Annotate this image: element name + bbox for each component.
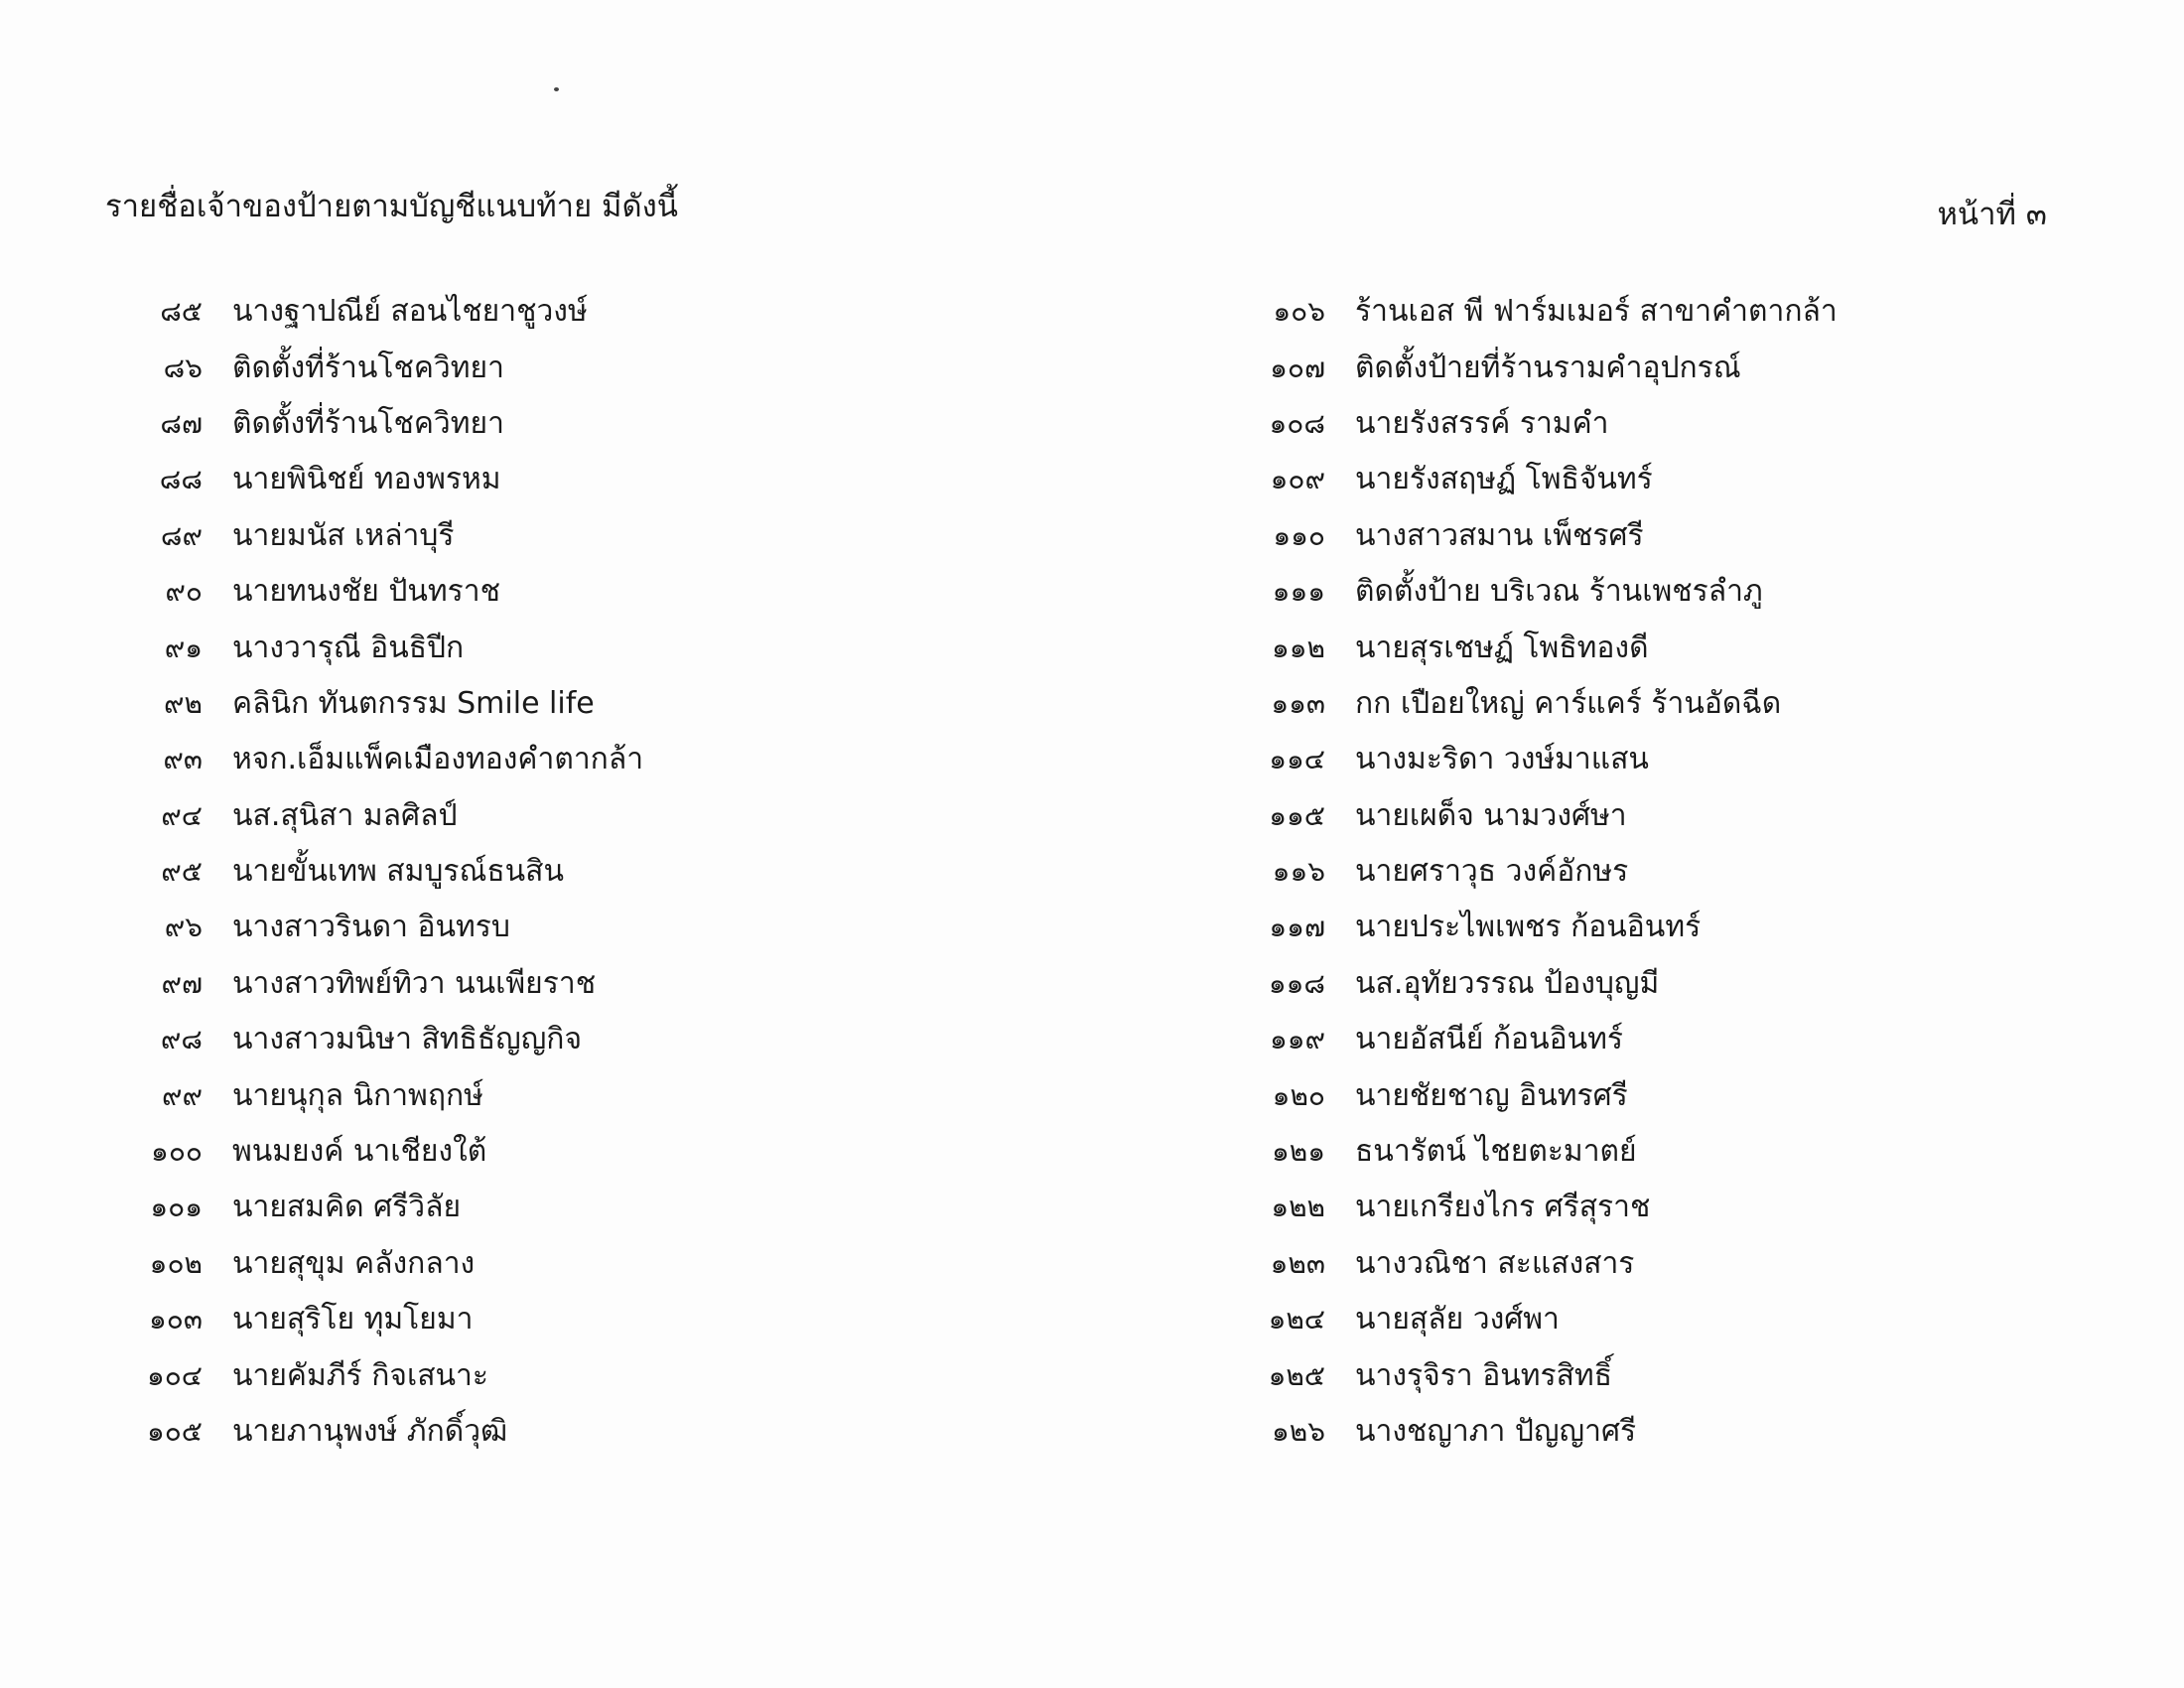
list-item bbox=[1221, 1404, 1838, 1460]
owner-list-right bbox=[1221, 284, 1838, 1460]
list-item bbox=[1221, 844, 1838, 900]
list-item bbox=[1221, 1180, 1838, 1235]
page-heading: รายชื่อเจ้าของป้ายตามบัญชีแนบท้าย มีดังนี้ bbox=[105, 189, 678, 224]
owner-name: นางฐาปณีย์ สอนไชยาชูวงษ์ bbox=[232, 294, 588, 330]
list-item bbox=[1221, 340, 1838, 395]
list-item bbox=[99, 788, 643, 844]
list-item bbox=[1221, 732, 1838, 787]
entry-number: ๙๐ bbox=[165, 575, 203, 609]
owner-name: ติดตั้งป้าย บริเวณ ร้านเพชรลำภู bbox=[1355, 574, 1763, 610]
entry-number: ๙๒ bbox=[164, 686, 203, 720]
entry-number: ๘๙ bbox=[160, 518, 203, 552]
entry-number: ๘๗ bbox=[160, 406, 203, 440]
entry-number: ๙๔ bbox=[161, 798, 203, 832]
owner-name: นายศราวุธ วงค์อักษร bbox=[1355, 854, 1629, 890]
list-item bbox=[1221, 788, 1838, 844]
entry-number: ๑๐๗ bbox=[1270, 351, 1325, 384]
list-item bbox=[99, 1292, 643, 1347]
owner-name: นายสุริโย ทุมโยมา bbox=[232, 1302, 474, 1337]
owner-name: นายเกรียงไกร ศรีสุราช bbox=[1355, 1190, 1651, 1225]
entry-number: ๑๐๙ bbox=[1270, 463, 1325, 496]
entry-number: ๙๑ bbox=[164, 631, 203, 664]
list-item bbox=[1221, 676, 1838, 732]
list-item bbox=[1221, 1292, 1838, 1347]
entry-number: ๑๒๐ bbox=[1272, 1078, 1325, 1112]
page-number: หน้าที่ ๓ bbox=[1937, 197, 2047, 232]
owner-name: นส.อุทัยวรรณ ป้องบุญมี bbox=[1355, 965, 1660, 1001]
entry-number: ๙๓ bbox=[163, 743, 203, 776]
list-item bbox=[99, 1347, 643, 1403]
owner-name: นายสุลัย วงศ์พา bbox=[1355, 1302, 1560, 1337]
entry-number: ๘๖ bbox=[163, 351, 203, 384]
owner-name: หจก.เอ็มแพ็คเมืองทองคำตากล้า bbox=[232, 742, 644, 777]
entry-number: ๑๒๑ bbox=[1271, 1135, 1325, 1169]
owner-name: นายประไพเพชร ก้อนอินทร์ bbox=[1355, 910, 1702, 945]
list-item bbox=[99, 396, 643, 452]
list-item bbox=[1221, 284, 1838, 340]
list-item bbox=[1221, 1347, 1838, 1403]
entry-number: ๘๘ bbox=[159, 463, 203, 496]
owner-name: นางสาวมนิษา สิทธิธัญญกิจ bbox=[232, 1022, 583, 1057]
entry-number: ๑๑๓ bbox=[1271, 686, 1325, 720]
entry-number: ๑๑๕ bbox=[1269, 798, 1325, 832]
entry-number: ๑๒๒ bbox=[1271, 1191, 1325, 1224]
list-item bbox=[99, 508, 643, 564]
owner-name: ร้านเอส พี ฟาร์มเมอร์ สาขาคำตากล้า bbox=[1355, 294, 1838, 330]
owner-name: นายทนงชัย ปันทราช bbox=[232, 574, 500, 610]
entry-number: ๑๐๕ bbox=[146, 1415, 203, 1448]
list-item bbox=[99, 1404, 643, 1460]
list-item bbox=[1221, 900, 1838, 955]
entry-number: ๘๕ bbox=[160, 295, 203, 329]
entry-number: ๑๒๓ bbox=[1270, 1246, 1325, 1280]
list-item bbox=[99, 956, 643, 1012]
owner-name: นส.สุนิสา มลศิลป์ bbox=[232, 797, 458, 833]
owner-name: นายสุรเชษฏ์ โพธิทองดี bbox=[1355, 630, 1649, 665]
owner-name: นายนุกุล นิกาพฤกษ์ bbox=[232, 1077, 483, 1113]
entry-number: ๑๐๔ bbox=[146, 1358, 203, 1392]
owner-name: นางชญาภา ปัญญาศรี bbox=[1355, 1414, 1637, 1449]
entry-number: ๙๖ bbox=[164, 911, 203, 944]
scan-speck bbox=[554, 87, 559, 91]
owner-name: นายชัยชาญ อินทรศรี bbox=[1355, 1077, 1628, 1113]
list-item bbox=[99, 1124, 643, 1180]
owner-name: กก เปือยใหญ่ คาร์แคร์ ร้านอัดฉีด bbox=[1355, 685, 1782, 721]
owner-name: พนมยงค์ นาเชียงใต้ bbox=[232, 1134, 487, 1170]
entry-number: ๑๑๗ bbox=[1269, 911, 1325, 944]
entry-number: ๑๒๔ bbox=[1268, 1303, 1325, 1336]
owner-name: นายคัมภีร์ กิจเสนาะ bbox=[232, 1357, 488, 1393]
owner-name: นายขั้นเทพ สมบูรณ์ธนสิน bbox=[232, 854, 564, 890]
entry-number: ๑๑๐ bbox=[1273, 518, 1325, 552]
list-item bbox=[1221, 452, 1838, 507]
owner-name: นางวณิชา สะแสงสาร bbox=[1355, 1245, 1635, 1281]
entry-number: ๙๘ bbox=[160, 1023, 203, 1056]
entry-number: ๑๑๑ bbox=[1272, 575, 1325, 609]
owner-name: นายมนัส เหล่าบุรี bbox=[232, 517, 455, 553]
owner-name: ติดตั้งที่ร้านโชควิทยา bbox=[232, 405, 504, 441]
owner-name: นายอัสนีย์ ก้อนอินทร์ bbox=[1355, 1022, 1623, 1057]
list-item bbox=[99, 1236, 643, 1292]
list-item bbox=[99, 676, 643, 732]
owner-name: นายพินิชย์ ทองพรหม bbox=[232, 462, 501, 497]
owner-name: นายรังสฤษฏ์ โพธิจันทร์ bbox=[1355, 462, 1653, 497]
owner-name: นางสาวสมาน เพ็ชรศรี bbox=[1355, 517, 1644, 553]
list-item bbox=[1221, 620, 1838, 675]
entry-number: ๙๗ bbox=[161, 966, 203, 1000]
entry-number: ๑๑๔ bbox=[1269, 743, 1325, 776]
entry-number: ๑๐๑ bbox=[150, 1191, 203, 1224]
entry-number: ๑๒๕ bbox=[1268, 1358, 1325, 1392]
owner-name: ธนารัตน์ ไชยตะมาตย์ bbox=[1355, 1134, 1637, 1170]
owner-name: ติดตั้งที่ร้านโชควิทยา bbox=[232, 350, 504, 385]
list-item bbox=[1221, 564, 1838, 620]
list-item bbox=[1221, 956, 1838, 1012]
list-item bbox=[1221, 1067, 1838, 1123]
owner-name: นายรังสรรค์ รามคำ bbox=[1355, 405, 1609, 441]
owner-name: นายสมคิด ศรีวิลัย bbox=[232, 1190, 462, 1225]
owner-name: นายสุขุม คลังกลาง bbox=[232, 1245, 476, 1281]
list-item bbox=[99, 564, 643, 620]
list-item bbox=[99, 620, 643, 675]
entry-number: ๙๙ bbox=[161, 1078, 203, 1112]
list-item bbox=[1221, 1012, 1838, 1067]
entry-number: ๑๑๙ bbox=[1269, 1023, 1325, 1056]
entry-number: ๑๐๘ bbox=[1269, 406, 1325, 440]
list-item bbox=[99, 900, 643, 955]
entry-number: ๑๒๖ bbox=[1271, 1415, 1325, 1448]
owner-name: นายเผด็จ นามวงศ์ษา bbox=[1355, 797, 1627, 833]
list-item bbox=[99, 1012, 643, 1067]
owner-name: นางรุจิรา อินทรสิทธิ์ bbox=[1355, 1357, 1612, 1393]
entry-number: ๑๐๒ bbox=[149, 1246, 203, 1280]
list-item bbox=[99, 732, 643, 787]
owner-name: คลินิก ทันตกรรม Smile life bbox=[232, 685, 595, 721]
list-item bbox=[99, 340, 643, 395]
entry-number: ๑๐๐ bbox=[151, 1135, 203, 1169]
list-item bbox=[99, 844, 643, 900]
list-item bbox=[99, 1067, 643, 1123]
list-item bbox=[1221, 396, 1838, 452]
entry-number: ๙๕ bbox=[161, 855, 203, 889]
owner-name: นางมะริดา วงษ์มาแสน bbox=[1355, 742, 1649, 777]
list-item bbox=[1221, 1236, 1838, 1292]
owner-name: ติดตั้งป้ายที่ร้านรามคำอุปกรณ์ bbox=[1355, 350, 1741, 385]
list-item bbox=[99, 1180, 643, 1235]
list-item bbox=[1221, 508, 1838, 564]
list-item bbox=[99, 284, 643, 340]
owner-name: นายภานุพงษ์ ภักดิ์วุฒิ bbox=[232, 1414, 508, 1449]
entry-number: ๑๐๖ bbox=[1273, 295, 1325, 329]
list-item bbox=[1221, 1124, 1838, 1180]
entry-number: ๑๑๖ bbox=[1272, 855, 1325, 889]
entry-number: ๑๑๒ bbox=[1271, 631, 1325, 664]
owner-name: นางสาวทิพย์ทิวา นนเพียราช bbox=[232, 965, 597, 1001]
owner-name: นางวารุณี อินธิปีก bbox=[232, 630, 465, 665]
owner-name: นางสาวรินดา อินทรบ bbox=[232, 910, 510, 945]
owner-list-left bbox=[99, 284, 643, 1460]
list-item bbox=[99, 452, 643, 507]
entry-number: ๑๑๘ bbox=[1268, 966, 1325, 1000]
entry-number: ๑๐๓ bbox=[148, 1303, 203, 1336]
